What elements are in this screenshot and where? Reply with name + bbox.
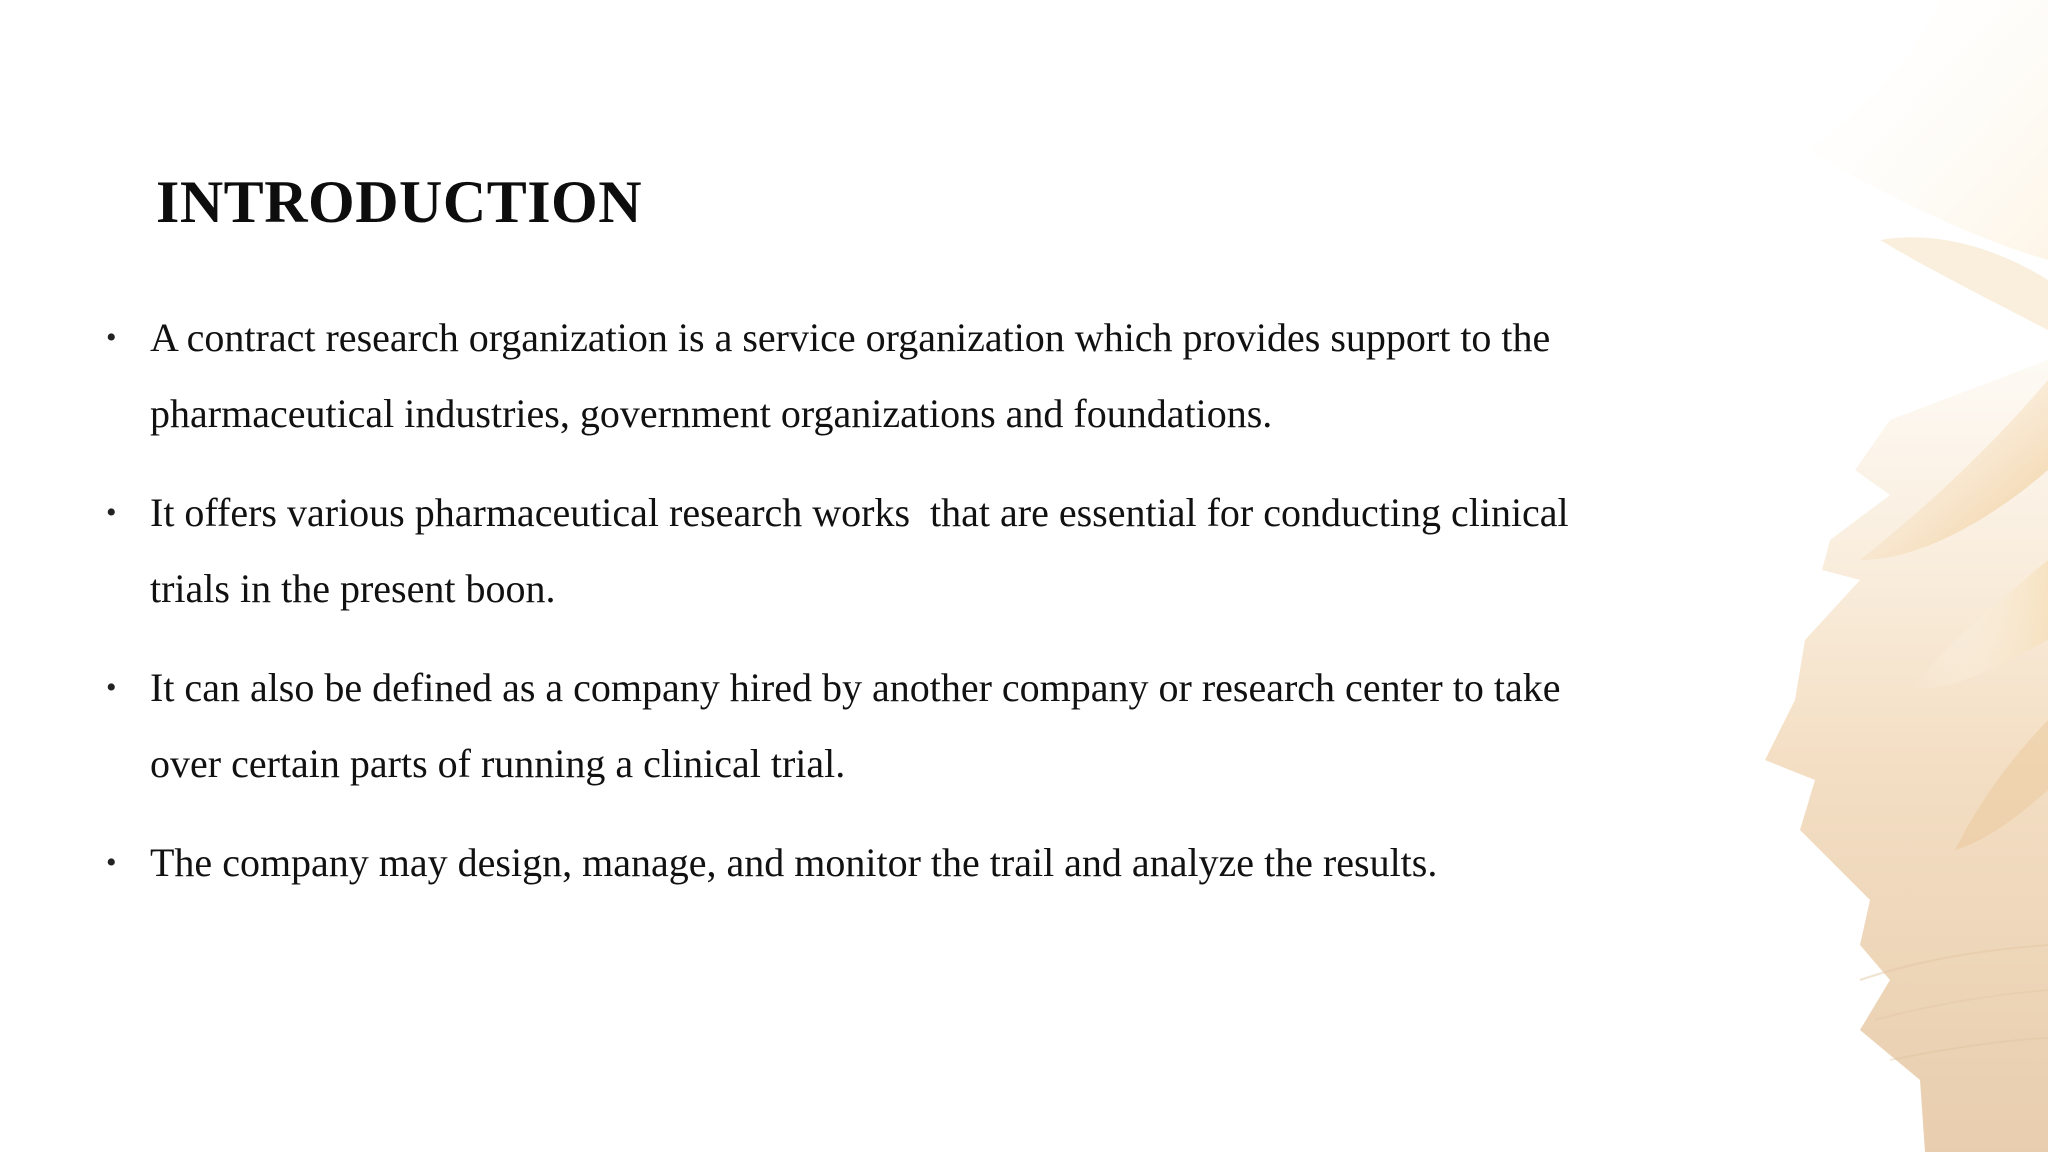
bullet-item (106, 300, 1636, 452)
bullet-text: The company may design, manage, and monitor the trail and analyze the results. (150, 840, 1438, 885)
bullet-item (106, 650, 1636, 802)
bullet-dot-icon: • (106, 671, 117, 704)
bullet-text: It offers various pharmaceutical research works that are essential for conducting clinical trials in the present boon. (150, 490, 1579, 611)
bullet-text: A contract research organization is a service organization which provides support to the pharmaceutical industries, government organizations and foundations. (150, 315, 1551, 436)
bullet-text: It can also be defined as a company hired by another company or research center to take over certain parts of running a clinical trial. (150, 665, 1561, 786)
slide-title: INTRODUCTION (156, 169, 643, 235)
bullet-dot-icon: • (106, 846, 117, 879)
bullet-item (106, 825, 1636, 901)
bullet-dot-icon: • (106, 321, 117, 354)
bullet-item (106, 475, 1636, 627)
bullet-dot-icon: • (106, 496, 117, 529)
bullet-list (106, 300, 1636, 901)
